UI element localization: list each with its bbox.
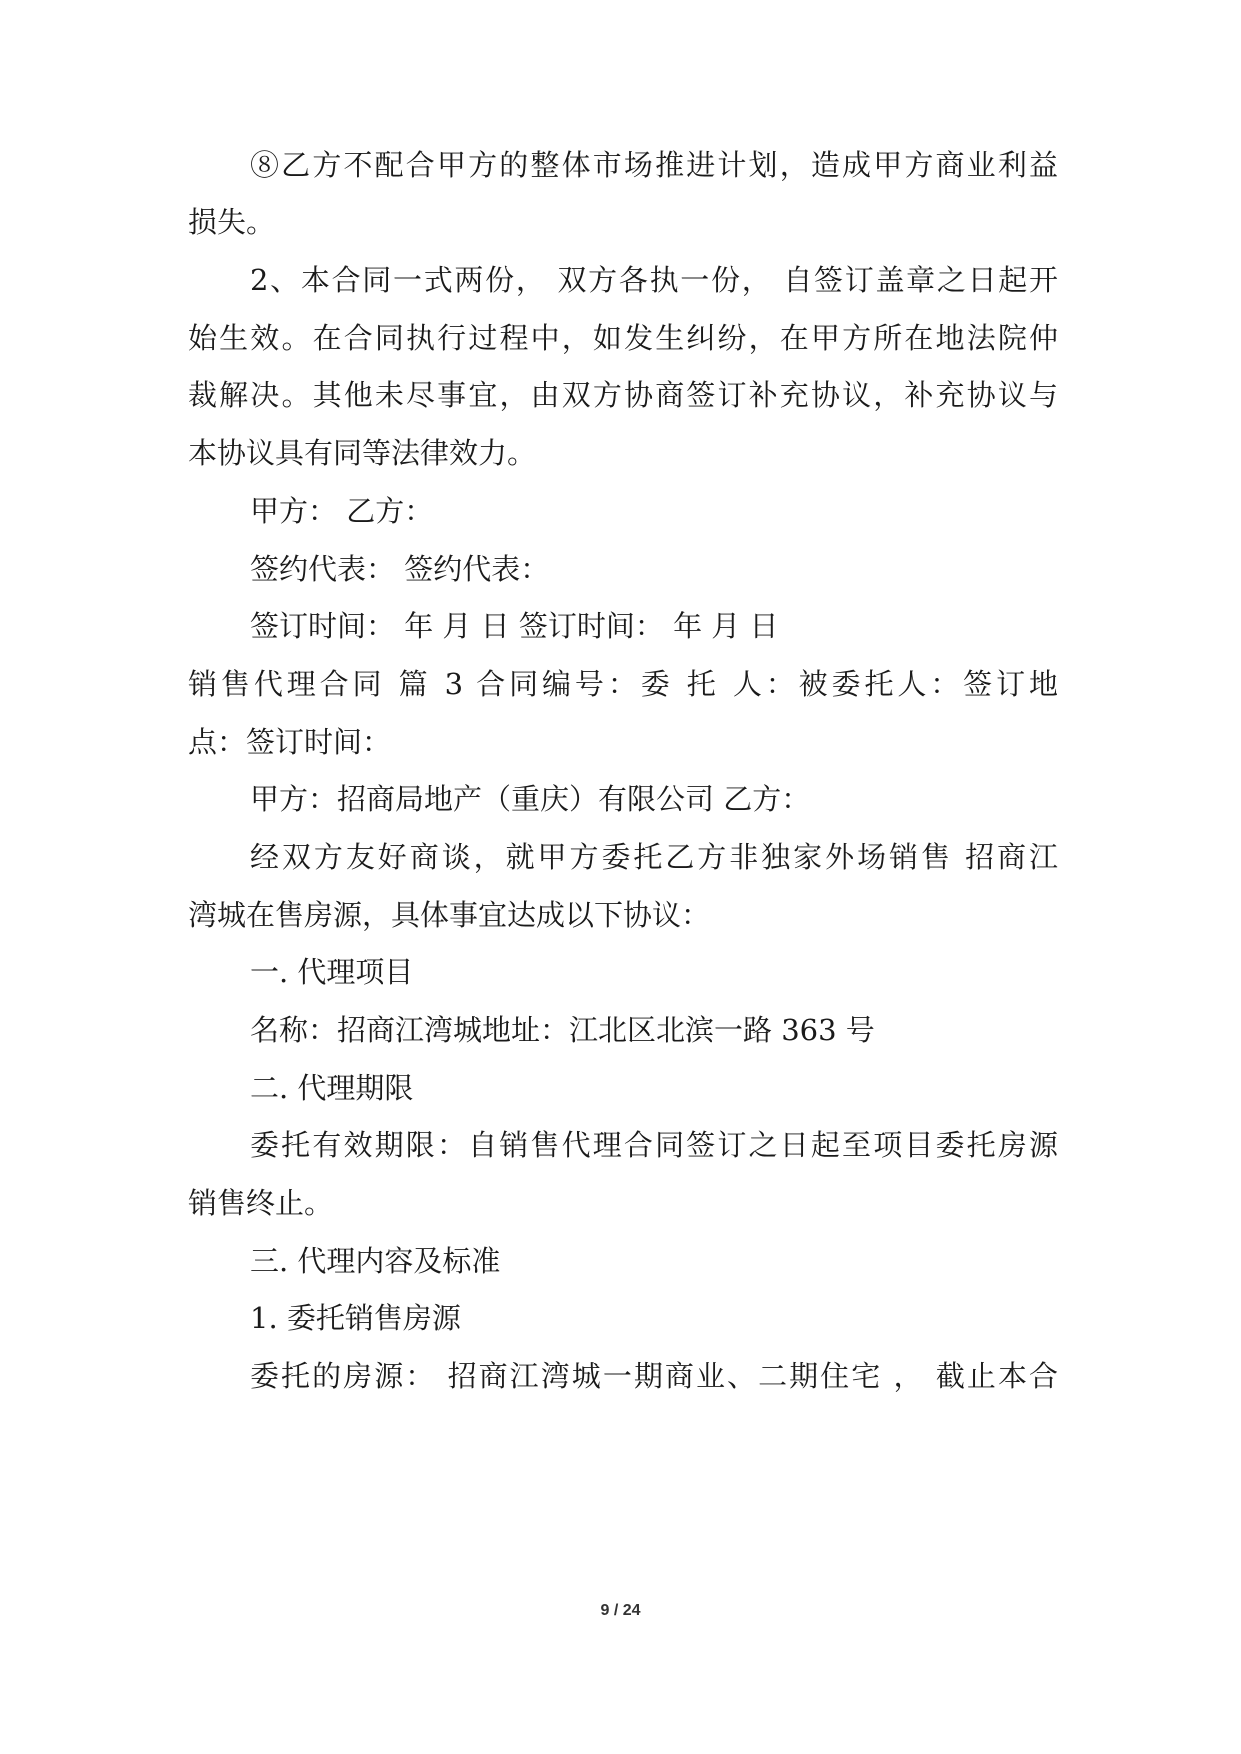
paragraph-line: 委托的房源： 招商江湾城一期商业、二期住宅 ， 截止本合 [250, 1359, 1058, 1393]
signature-representative-line: 签约代表： 签约代表： [250, 552, 550, 586]
page-number: 9 / 24 [600, 1602, 641, 1619]
clause-heading: 一. 代理项目 [250, 955, 414, 989]
paragraph-line: ⑧乙方不配合甲方的整体市场推进计划，造成甲方商业利益 [250, 148, 1058, 182]
paragraph-line: 销售终止。 [188, 1186, 334, 1220]
paragraph-line: 损失。 [188, 205, 276, 239]
clause-heading: 二. 代理期限 [250, 1071, 414, 1105]
signature-date-line: 签订时间： 年 月 日 签订时间： 年 月 日 [250, 609, 779, 643]
section-heading-line: 销售代理合同 篇 3 合同编号：委 托 人：被委托人：签订地 [188, 667, 1058, 701]
party-line: 甲方：招商局地产（重庆）有限公司 乙方： [250, 782, 811, 816]
paragraph-line: 本协议具有同等法律效力。 [188, 436, 537, 470]
paragraph-line: 委托有效期限：自销售代理合同签订之日起至项目委托房源 [250, 1128, 1058, 1162]
signature-party-line: 甲方： 乙方： [250, 494, 434, 528]
paragraph-line: 湾城在售房源，具体事宜达成以下协议： [188, 898, 711, 932]
paragraph-line: 经双方友好商谈，就甲方委托乙方非独家外场销售 招商江 [250, 840, 1058, 874]
paragraph-line: 点：签订时间： [188, 725, 392, 759]
paragraph-line: 裁解决。其他未尽事宜，由双方协商签订补充协议，补充协议与 [188, 378, 1058, 412]
paragraph-line: 名称：招商江湾城地址：江北区北滨一路 363 号 [250, 1013, 875, 1047]
paragraph-line: 始生效。在合同执行过程中，如发生纠纷，在甲方所在地法院仲 [188, 321, 1058, 355]
clause-heading: 三. 代理内容及标准 [250, 1244, 501, 1278]
sub-clause-heading: 1. 委托销售房源 [250, 1301, 461, 1335]
paragraph-line: 2、本合同一式两份， 双方各执一份， 自签订盖章之日起开 [250, 263, 1058, 297]
